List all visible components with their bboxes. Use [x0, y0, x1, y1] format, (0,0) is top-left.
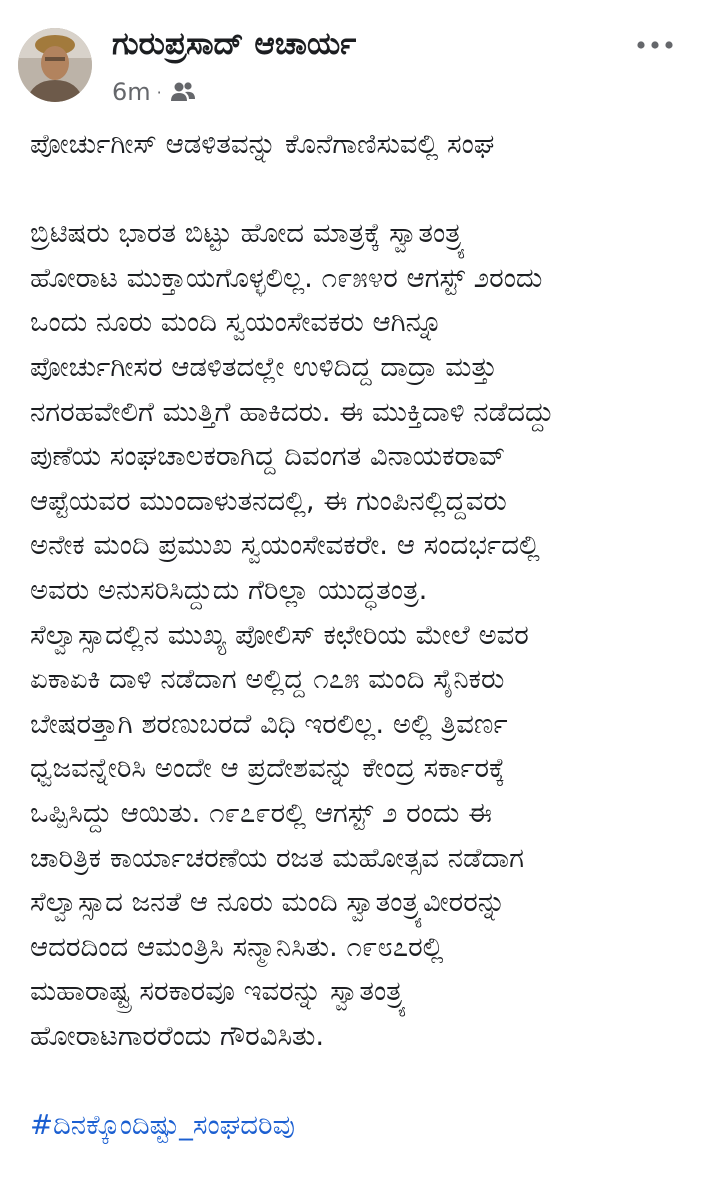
post-meta — [112, 76, 196, 108]
post-text-line: ಸೆಲ್ವಾಸ್ಸಾದಲ್ಲಿನ ಮುಖ್ಯ ಪೋಲಿಸ್ ಕಛೇರಿಯ ಮೇಲೆ ಅವರ — [30, 618, 529, 651]
post-text-line: ಆದರದಿಂದ ಆಮಂತ್ರಿಸಿ ಸನ್ಮಾನಿಸಿತು. ೧೯೮೭ರಲ್ಲಿ — [30, 930, 444, 963]
post-text-line: ಅವರು ಅನುಸರಿಸಿದ್ದುದು ಗೆರಿಲ್ಲಾ ಯುದ್ಧತಂತ್ರ. — [30, 573, 428, 606]
post-header — [0, 0, 701, 115]
post-text-line: ಧ್ವಜವನ್ನೇರಿಸಿ ಅಂದೇ ಆ ಪ್ರದೇಶವನ್ನು ಕೇಂದ್ರ ಸರ್ಕಾರಕ್ಕೆ — [30, 752, 506, 785]
post-text-line: ಹೋರಾಟ ಮುಕ್ತಾಯಗೊಳ್ಳಲಿಲ್ಲ. ೧೯೫೪ರ ಆಗಸ್ಟ್ ೨ರಂದು — [30, 261, 543, 294]
friends-icon[interactable] — [170, 81, 196, 103]
post-text-line: ಪೋರ್ಚುಗೀಸರ ಆಡಳಿತದಲ್ಲೇ ಉಳಿದಿದ್ದ ದಾದ್ರಾ ಮತ್ತು — [30, 350, 498, 383]
author-name[interactable]: ಗುರುಪ್ರಸಾದ್ ಆಚಾರ್ಯ — [112, 26, 357, 62]
post-text-line: ಅನೇಕ ಮಂದಿ ಪ್ರಮುಖ ಸ್ವಯಂಸೇವಕರೇ. ಆ ಸಂದರ್ಭದಲ್ಲಿ — [30, 529, 540, 562]
post-text-line: ಪುಣೆಯ ಸಂಘಚಾಲಕರಾಗಿದ್ದ ದಿವಂಗತ ವಿನಾಯಕರಾವ್ — [30, 440, 506, 473]
more-options-icon — [635, 40, 675, 50]
post-text-line: ಹೋರಾಟಗಾರರೆಂದು ಗೌರವಿಸಿತು. — [30, 1019, 325, 1052]
more-options-button[interactable] — [633, 30, 677, 60]
post-text-line: ಚಾರಿತ್ರಿಕ ಕಾರ್ಯಾಚರಣೆಯ ರಜತ ಮಹೋತ್ಸವ ನಡೆದಾಗ — [30, 841, 524, 874]
avatar-image — [18, 28, 92, 102]
avatar[interactable] — [18, 28, 92, 102]
post-timestamp[interactable]: 6m — [112, 78, 151, 106]
post-heading: ಪೋರ್ಚುಗೀಸ್ ಆಡಳಿತವನ್ನು ಕೊನೆಗಾಣಿಸುವಲ್ಲಿ ಸಂಘ — [30, 128, 495, 160]
post-text-line: ಒಂದು ನೂರು ಮಂದಿ ಸ್ವಯಂಸೇವಕರು ಆಗಿನ್ನೂ — [30, 306, 443, 339]
post-text-line: ನಗರಹವೇಲಿಗೆ ಮುತ್ತಿಗೆ ಹಾಕಿದರು. ಈ ಮುಕ್ತಿದಾಳಿ ನಡೆದದ್ದು — [30, 395, 554, 428]
post-body — [30, 122, 690, 1148]
post-text-line: ಒಪ್ಪಿಸಿದ್ದು ಆಯಿತು. ೧೯೭೯ರಲ್ಲಿ ಆಗಸ್ಟ್ ೨ ರಂದು ಈ — [30, 796, 493, 829]
post-text-line: ಬೇಷರತ್ತಾಗಿ ಶರಣುಬರದೆ ವಿಧಿ ಇರಲಿಲ್ಲ. ಅಲ್ಲಿ ತ್ರಿವರ್ಣ — [30, 707, 508, 740]
post-text-line: ಏಕಾಏಕಿ ದಾಳಿ ನಡೆದಾಗ ಅಲ್ಲಿದ್ದ ೧೭೫ ಮಂದಿ ಸೈನಿಕರು — [30, 663, 505, 696]
meta-separator: · — [156, 82, 162, 102]
post-text-line: ಸೆಲ್ವಾಸ್ಸಾದ ಜನತೆ ಆ ನೂರು ಮಂದಿ ಸ್ವಾತಂತ್ರ್ಯವೀರರನ್ನು — [30, 886, 506, 919]
post-text-line: ಬ್ರಿಟಿಷರು ಭಾರತ ಬಿಟ್ಟು ಹೋದ ಮಾತ್ರಕ್ಕೆ ಸ್ವಾತಂತ್ರ್ಯ — [30, 217, 466, 250]
post-text-line: ಆಪ್ಟೆಯವರ ಮುಂದಾಳುತನದಲ್ಲಿ, ಈ ಗುಂಪಿನಲ್ಲಿದ್ದವರು — [30, 484, 507, 517]
hashtag-link[interactable]: #ದಿನಕ್ಕೊಂದಿಷ್ಟು_ಸಂಘದರಿವು — [30, 1109, 295, 1142]
post-text-line: ಮಹಾರಾಷ್ಟ್ರ ಸರಕಾರವೂ ಇವರನ್ನು ಸ್ವಾತಂತ್ರ್ಯ — [30, 975, 407, 1008]
